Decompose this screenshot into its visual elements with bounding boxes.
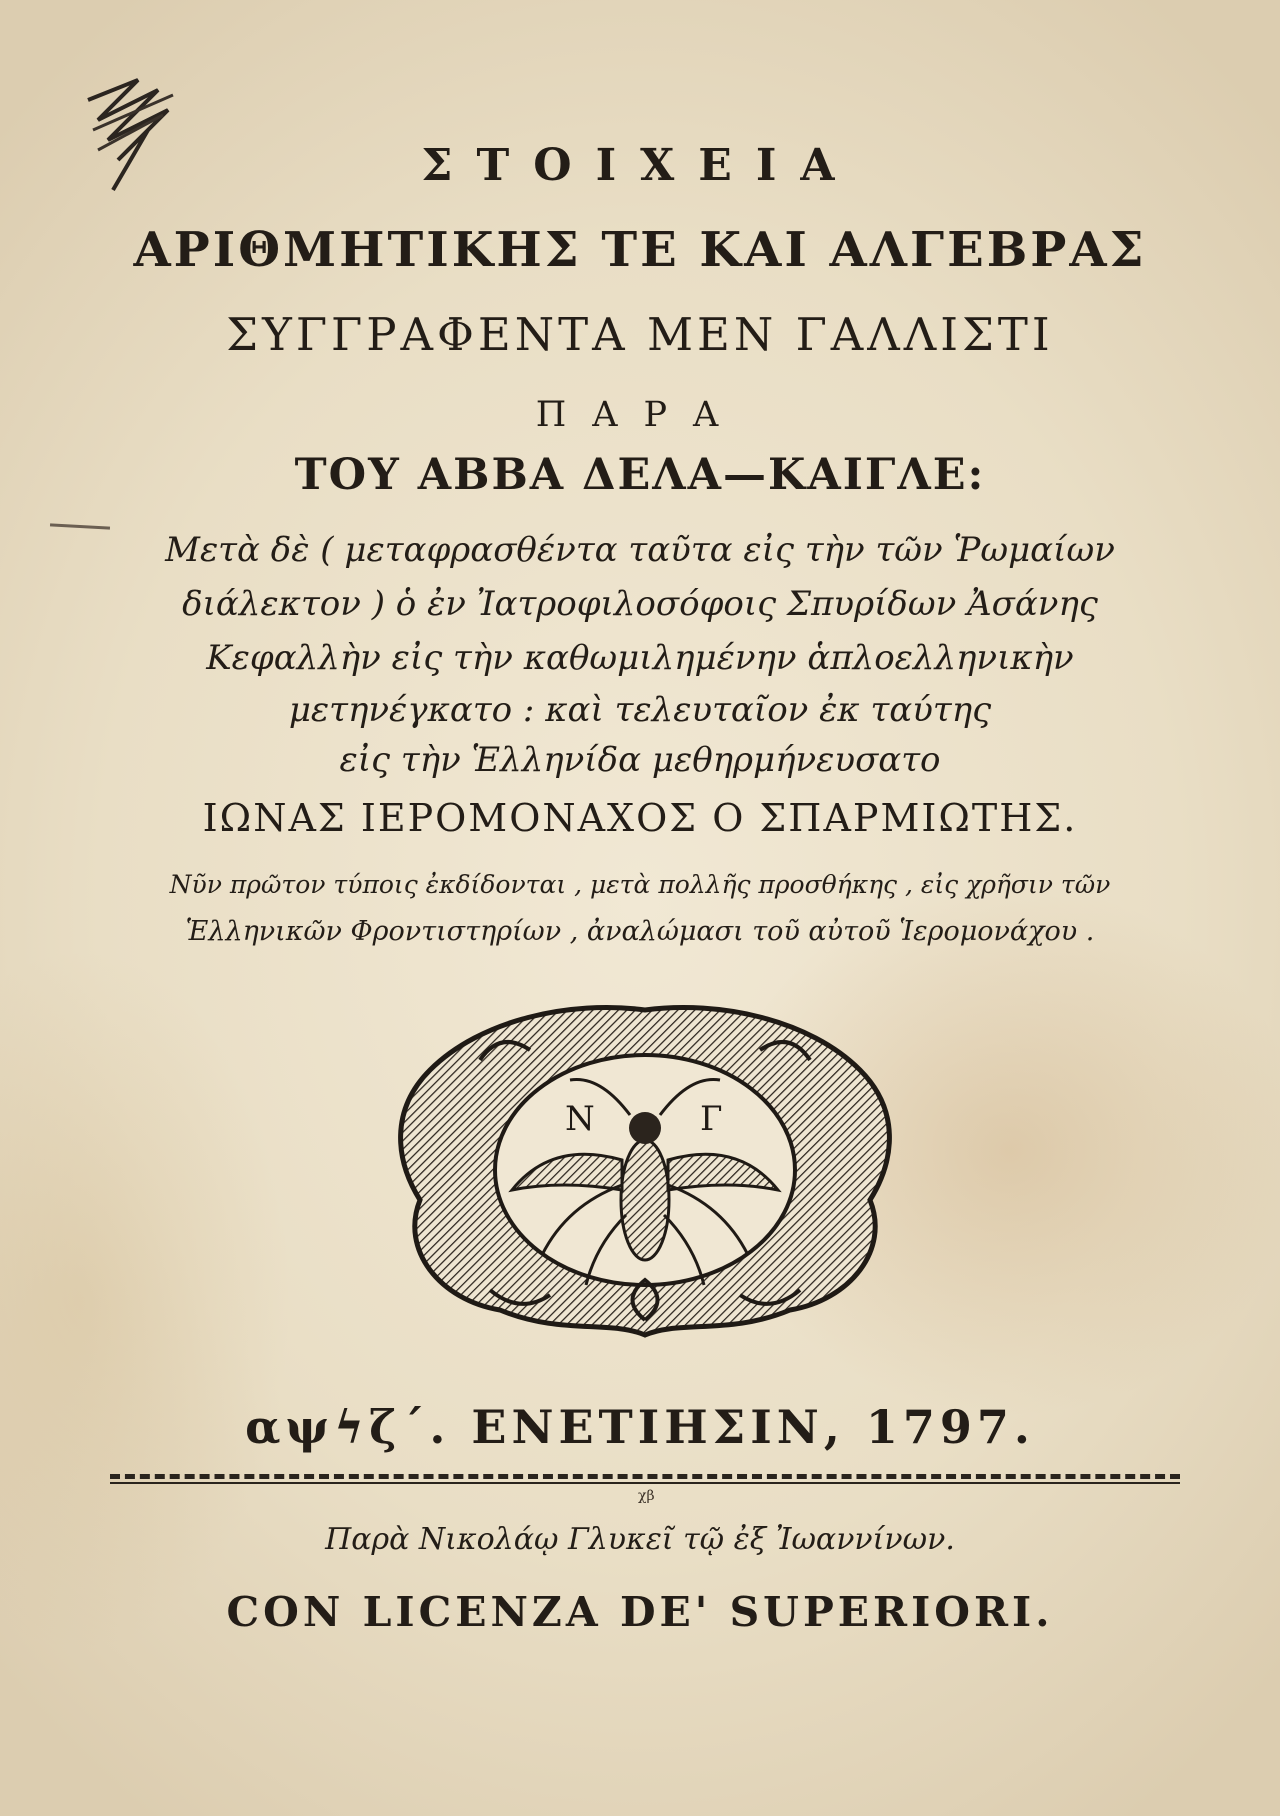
- body-line-3: Κεφαλλὴν εἰς τὴν καθωμιλημένην ἁπλοελληνικὴν: [206, 638, 1074, 678]
- title-line-2: ΑΡΙΘΜΗΤΙΚΗΣ ΤΕ ΚΑΙ ΑΛΓΕΒΡΑΣ: [133, 222, 1147, 278]
- note-line-1: Νῦν πρῶτον τύποις ἐκδίδονται , μετὰ πολλῆς προσθήκης , εἰς χρῆσιν τῶν: [169, 870, 1111, 899]
- printer-device-ornament: [390, 1000, 900, 1340]
- printer-line: Παρὰ Νικολάῳ Γλυκεῖ τῷ ἐξ Ἰωαννίνων.: [325, 1522, 955, 1557]
- ink-stroke-mark: [50, 523, 110, 529]
- title-line-4: ΠΑΡΑ: [535, 395, 745, 435]
- divider-rule: [110, 1474, 1180, 1479]
- body-line-2: διάλεκτον ) ὁ ἐν Ἰατροφιλοσόφοις Σπυρίδων Ἀσάνης: [182, 584, 1098, 624]
- title-line-1: ΣΤΟΙΧΕΙΑ: [421, 140, 859, 191]
- body-line-5: εἰς τὴν Ἑλληνίδα μεθηρμήνευσατο: [339, 740, 941, 780]
- translator-line: ΙΩΝΑΣ ΙΕΡΟΜΟΝΑΧΟΣ Ο ΣΠΑΡΜΙΩΤΗΣ.: [202, 796, 1078, 840]
- device-letter-right: Г: [700, 1099, 723, 1139]
- author-line: ΤΟΥ ΑΒΒΑ ΔΕΛΑ—ΚΑΙΓΛΕ:: [294, 450, 986, 500]
- body-line-4: μετηνέγκατο : καὶ τελευταῖον ἐκ ταύτης: [288, 690, 992, 730]
- divider-rule-thin: [110, 1482, 1180, 1484]
- license-line: CON LICENZA DE' SUPERIORI.: [226, 1588, 1054, 1636]
- title-line-3: ΣΥΓΓΡΑΦΕΝΤΑ ΜΕΝ ΓΑΛΛΙΣΤΙ: [226, 308, 1054, 361]
- note-line-2: Ἑλληνικῶν Φροντιστηρίων , ἀναλώμασι τοῦ αὐτοῦ Ἱερομονάχου .: [185, 916, 1095, 947]
- imprint-line: αψϟζ΄. ΕΝΕΤΙΗΣΙΝ, 1797.: [245, 1400, 1035, 1454]
- body-line-1: Μετὰ δὲ ( μεταφρασθέντα ταῦτα εἰς τὴν τῶν Ῥωμαίων: [165, 530, 1115, 570]
- device-letter-left: N: [565, 1099, 595, 1139]
- signature-mark: χβ: [638, 1488, 655, 1504]
